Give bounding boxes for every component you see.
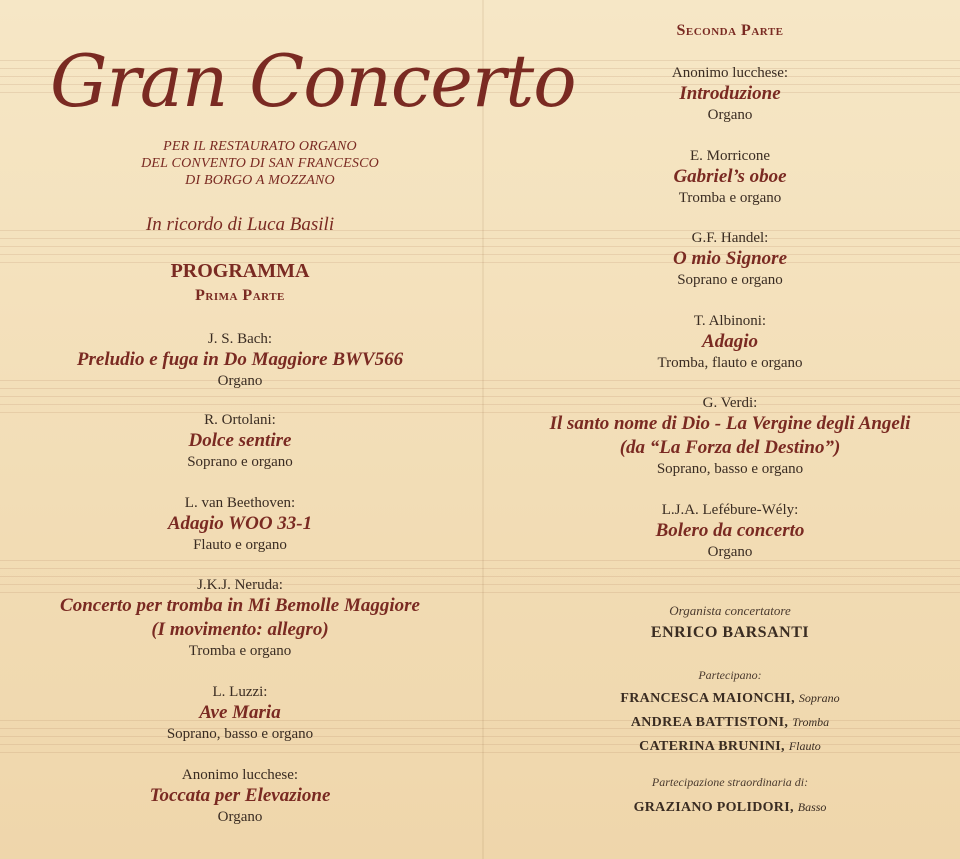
program-item <box>510 501 950 561</box>
performers: Organo <box>217 373 263 389</box>
performers: Organo <box>707 544 753 560</box>
work-title: Dolce sentire <box>188 430 292 451</box>
special-label: Partecipazione straordinaria di: <box>651 775 809 789</box>
page-fold <box>482 0 484 859</box>
performers: Soprano e organo <box>187 454 293 470</box>
performers: Organo <box>217 809 263 825</box>
work-title: O mio Signore <box>672 248 788 269</box>
title-script <box>50 14 576 134</box>
work-title: Il santo nome di Dio - La Vergine degli Angeli <box>549 413 911 434</box>
performers: Soprano e organo <box>677 272 783 288</box>
work-title: Adagio WOO 33-1 <box>167 513 313 534</box>
participant: ANDREA BATTISTONI, Tromba <box>630 715 830 730</box>
dedication-line: DI BORGO A MOZZANO <box>185 173 335 188</box>
program-item <box>40 494 440 554</box>
performers: Organo <box>707 107 753 123</box>
composer: G. Verdi: <box>702 395 758 411</box>
work-title: Concerto per tromba in Mi Bemolle Maggiore <box>60 595 420 616</box>
composer: T. Albinoni: <box>693 313 767 329</box>
work-title: Ave Maria <box>199 702 281 723</box>
participant: GRAZIANO POLIDORI, Basso <box>633 800 827 815</box>
organist-credit <box>510 603 950 642</box>
composer: J. S. Bach: <box>207 331 273 347</box>
composer: Anonimo lucchese: <box>671 65 789 81</box>
work-title: Preludio e fuga in Do Maggiore BWV566 <box>76 349 404 370</box>
program-item <box>40 766 440 826</box>
composer: G.F. Handel: <box>691 230 769 246</box>
composer: J.K.J. Neruda: <box>197 577 283 593</box>
performers: Tromba, flauto e organo <box>657 355 803 371</box>
participant: FRANCESCA MAIONCHI, Soprano <box>620 691 840 706</box>
part-two-heading: Seconda Parte <box>676 22 784 39</box>
work-title: Gabriel’s oboe <box>673 166 787 187</box>
work-title: Toccata per Elevazione <box>149 785 331 806</box>
performers: Soprano, basso e organo <box>656 461 804 477</box>
part-one-heading: Prima Parte <box>195 287 285 304</box>
memorial-line: In ricordo di Luca Basili <box>145 214 335 235</box>
program-item <box>510 229 950 289</box>
composer: L. van Beethoven: <box>184 495 296 511</box>
organist-label: Organista concertatore <box>669 603 791 618</box>
participants-label: Partecipano: <box>698 668 762 682</box>
program-item <box>510 64 950 124</box>
composer: L.J.A. Lefébure-Wély: <box>661 502 799 518</box>
dedication-line: PER IL RESTAURATO ORGANO <box>163 139 357 154</box>
work-title: Adagio <box>702 331 758 352</box>
title-text: Gran Concerto <box>50 39 576 123</box>
performers: Tromba e organo <box>188 643 292 659</box>
dedication-line: DEL CONVENTO DI SAN FRANCESCO <box>141 156 379 171</box>
programma-heading: PROGRAMMA <box>170 260 310 282</box>
program-item <box>510 394 950 478</box>
program-item <box>40 411 440 471</box>
organist-name: ENRICO BARSANTI <box>650 624 810 641</box>
composer: Anonimo lucchese: <box>181 767 299 783</box>
performers: Soprano, basso e organo <box>166 726 314 742</box>
composer: L. Luzzi: <box>212 684 268 700</box>
program-item <box>510 312 950 372</box>
participant: CATERINA BRUNINI, Flauto <box>639 739 821 754</box>
work-title: Bolero da concerto <box>655 520 805 541</box>
special-guest <box>510 775 950 816</box>
composer: E. Morricone <box>690 148 770 164</box>
program-item <box>40 330 440 390</box>
work-subtitle: (I movimento: allegro) <box>151 619 329 640</box>
performers: Flauto e organo <box>193 537 287 553</box>
work-title: Introduzione <box>679 83 781 104</box>
participants <box>510 668 950 755</box>
performers: Tromba e organo <box>678 190 782 206</box>
dedication <box>100 138 420 189</box>
program-item <box>510 147 950 207</box>
composer: R. Ortolani: <box>204 412 276 428</box>
work-subtitle: (da “La Forza del Destino”) <box>619 437 841 458</box>
program-item <box>40 683 440 743</box>
program-item <box>40 576 440 660</box>
